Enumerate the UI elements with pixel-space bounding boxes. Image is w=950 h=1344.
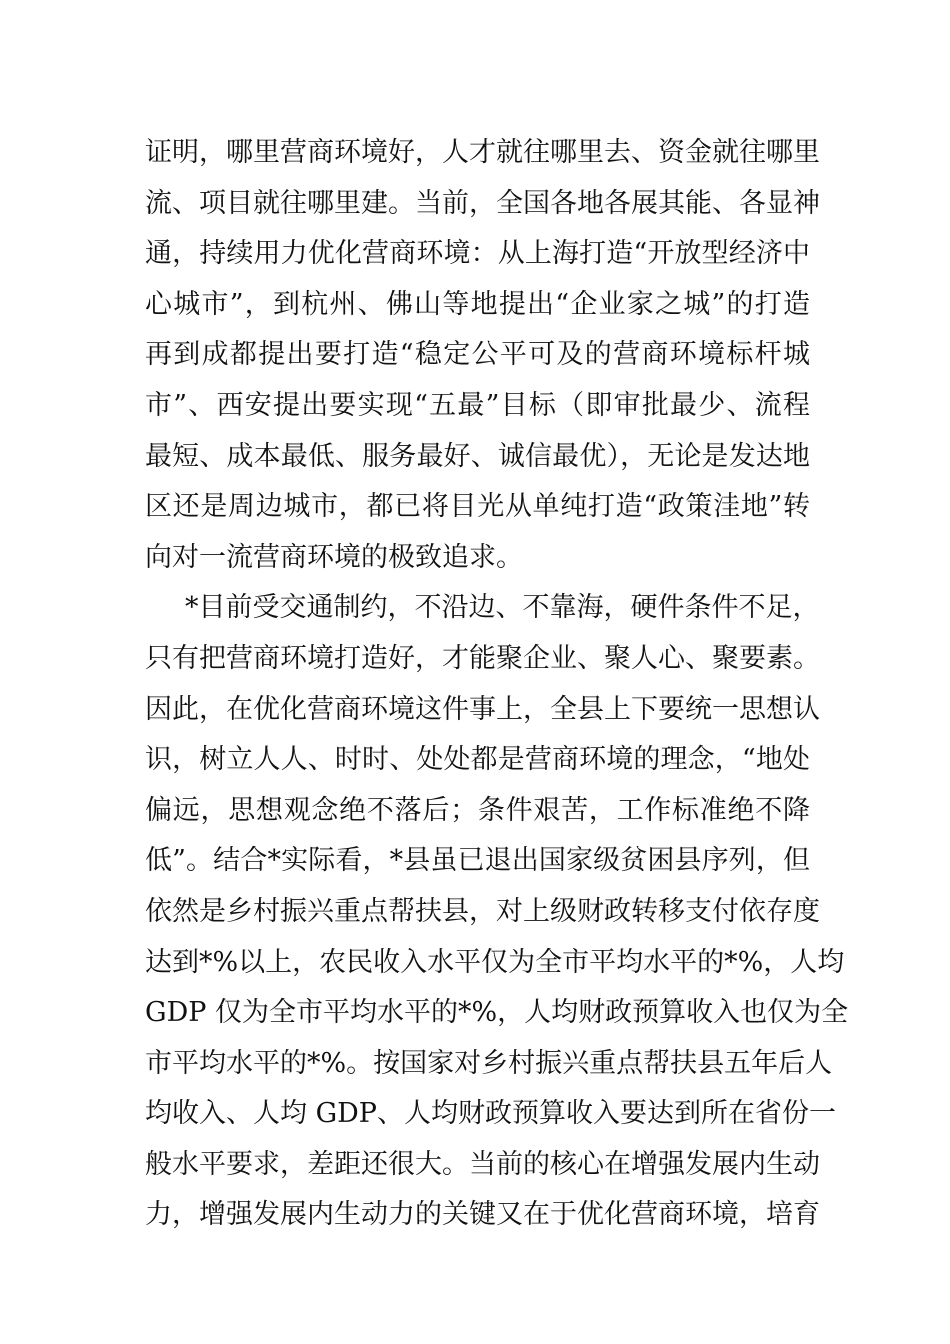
- text-line: 力，增强发展内生动力的关键又在于优化营商环境，培育: [145, 1199, 820, 1231]
- text-line: 低”。结合*实际看，*县虽已退出国家级贫困县序列，但: [145, 845, 810, 877]
- text-line: 偏远，思想观念绝不落后；条件艰苦，工作标准绝不降: [145, 794, 810, 826]
- text-line: 流、项目就往哪里建。当前，全国各地各展其能、各显神: [145, 187, 820, 219]
- text-line: 市平均水平的*%。按国家对乡村振兴重点帮扶县五年后人: [145, 1047, 833, 1079]
- text-line: 最短、成本最低、服务最好、诚信最优），无论是发达地: [145, 440, 810, 472]
- text-line: 均收入、人均 GDP、人均财政预算收入要达到所在省份一: [145, 1098, 836, 1130]
- paragraph-1: [145, 128, 820, 583]
- text-line: 只有把营商环境打造好，才能聚企业、聚人心、聚要素。: [145, 642, 820, 674]
- text-line: *目前受交通制约，不沿边、不靠海，硬件条件不足，: [185, 592, 820, 624]
- text-line: 证明，哪里营商环境好，人才就往哪里去、资金就往哪里: [145, 137, 820, 168]
- text-line: GDP 仅为全市平均水平的*%，人均财政预算收入也仅为全: [145, 997, 849, 1029]
- text-line: 因此，在优化营商环境这件事上，全县上下要统一思想认: [145, 693, 820, 725]
- text-line: 向对一流营商环境的极致追求。: [145, 541, 523, 573]
- paragraph-2: [145, 583, 849, 1241]
- text-line: 般水平要求，差距还很大。当前的核心在增强发展内生动: [145, 1148, 820, 1180]
- text-line: 通，持续用力优化营商环境：从上海打造“开放型经济中: [145, 238, 810, 270]
- text-line: 区还是周边城市，都已将目光从单纯打造“政策洼地”转: [145, 491, 810, 523]
- text-line: 再到成都提出要打造“稳定公平可及的营商环境标杆城: [145, 339, 810, 371]
- text-line: 达到*%以上，农民收入水平仅为全市平均水平的*%，人均: [145, 946, 845, 978]
- text-line: 识，树立人人、时时、处处都是营商环境的理念，“地处: [145, 744, 810, 776]
- text-line: 心城市”，到杭州、佛山等地提出“企业家之城”的打造: [145, 288, 810, 320]
- text-line: 依然是乡村振兴重点帮扶县，对上级财政转移支付依存度: [145, 895, 820, 927]
- text-line: 市”、西安提出要实现“五最”目标（即审批最少、流程: [145, 389, 810, 421]
- body-text: [145, 128, 849, 1241]
